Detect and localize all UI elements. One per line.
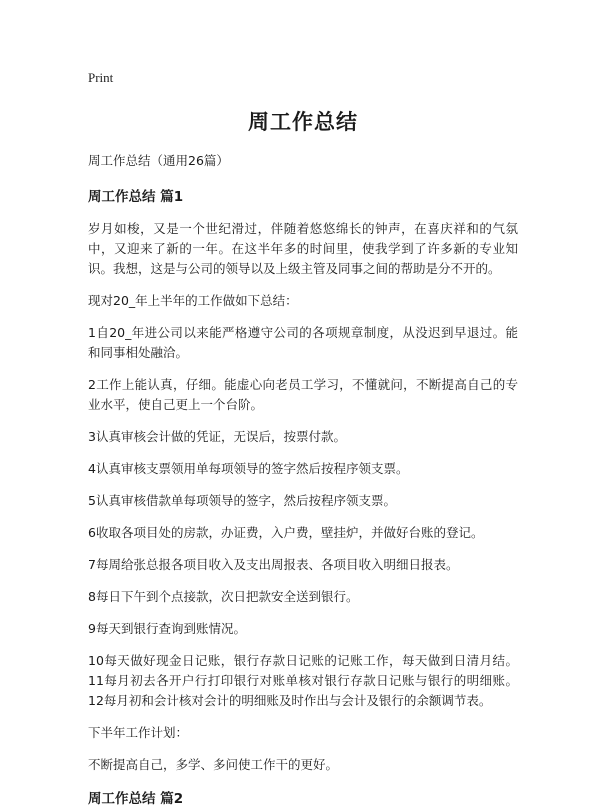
paragraph-intro: 岁月如梭，又是一个世纪滑过，伴随着悠悠绵长的钟声，在喜庆祥和的气氛中，又迎来了新的一年。在这半年多的时间里，使我学到了许多新的专业知识。我想，这是与公司的领导以及上级主管及同事之间的帮助是分不开的。 xyxy=(88,220,518,276)
paragraph-item-4: 4认真审核支票领用单每项领导的签字然后按程序领支票。 xyxy=(88,460,409,476)
paragraph-item-2: 2工作上能认真，仔细。能虚心向老员工学习，不懂就问，不断提高自己的专业水平，使自己更上一个台阶。 xyxy=(88,376,518,412)
print-link[interactable]: Print xyxy=(88,70,114,85)
paragraph-item-5: 5认真审核借款单每项领导的签字，然后按程序领支票。 xyxy=(88,492,396,508)
paragraph-item-7: 7每周给张总报各项目收入及支出周报表、各项目收入明细日报表。 xyxy=(88,556,459,572)
document-subtitle: 周工作总结（通用26篇） xyxy=(88,153,229,168)
paragraph-summary-lead: 现对20_年上半年的工作做如下总结： xyxy=(88,292,298,308)
paragraph-item-1: 1自20_年进公司以来能严格遵守公司的各项规章制度，从没迟到早退过。能和同事相处融洽。 xyxy=(88,324,518,360)
section-heading-1: 周工作总结 篇1 xyxy=(88,188,184,205)
paragraph-item-9: 9每天到银行查询到账情况。 xyxy=(88,620,246,636)
paragraph-item-10-12: 10每天做好现金日记账，银行存款日记账的记账工作，每天做到日清月结。 11每月初去各开户行打印银行对账单核对银行存款日记账与银行的明细账。12每月初和会计核对会计的明细账及时作出与会计及银行的余额调节表。 xyxy=(88,652,518,708)
page-title: 周工作总结 xyxy=(248,110,358,134)
paragraph-plan-text: 不断提高自己，多学、多问使工作干的更好。 xyxy=(88,756,339,772)
section-heading-2: 周工作总结 篇2 xyxy=(88,790,184,807)
paragraph-item-6: 6收取各项目处的房款，办证费，入户费，壁挂炉，并做好台账的登记。 xyxy=(88,524,484,540)
paragraph-plan-heading: 下半年工作计划： xyxy=(88,724,189,740)
paragraph-item-8: 8每日下午到个点接款，次日把款安全送到银行。 xyxy=(88,588,359,604)
paragraph-item-3: 3认真审核会计做的凭证，无误后，按票付款。 xyxy=(88,428,346,444)
